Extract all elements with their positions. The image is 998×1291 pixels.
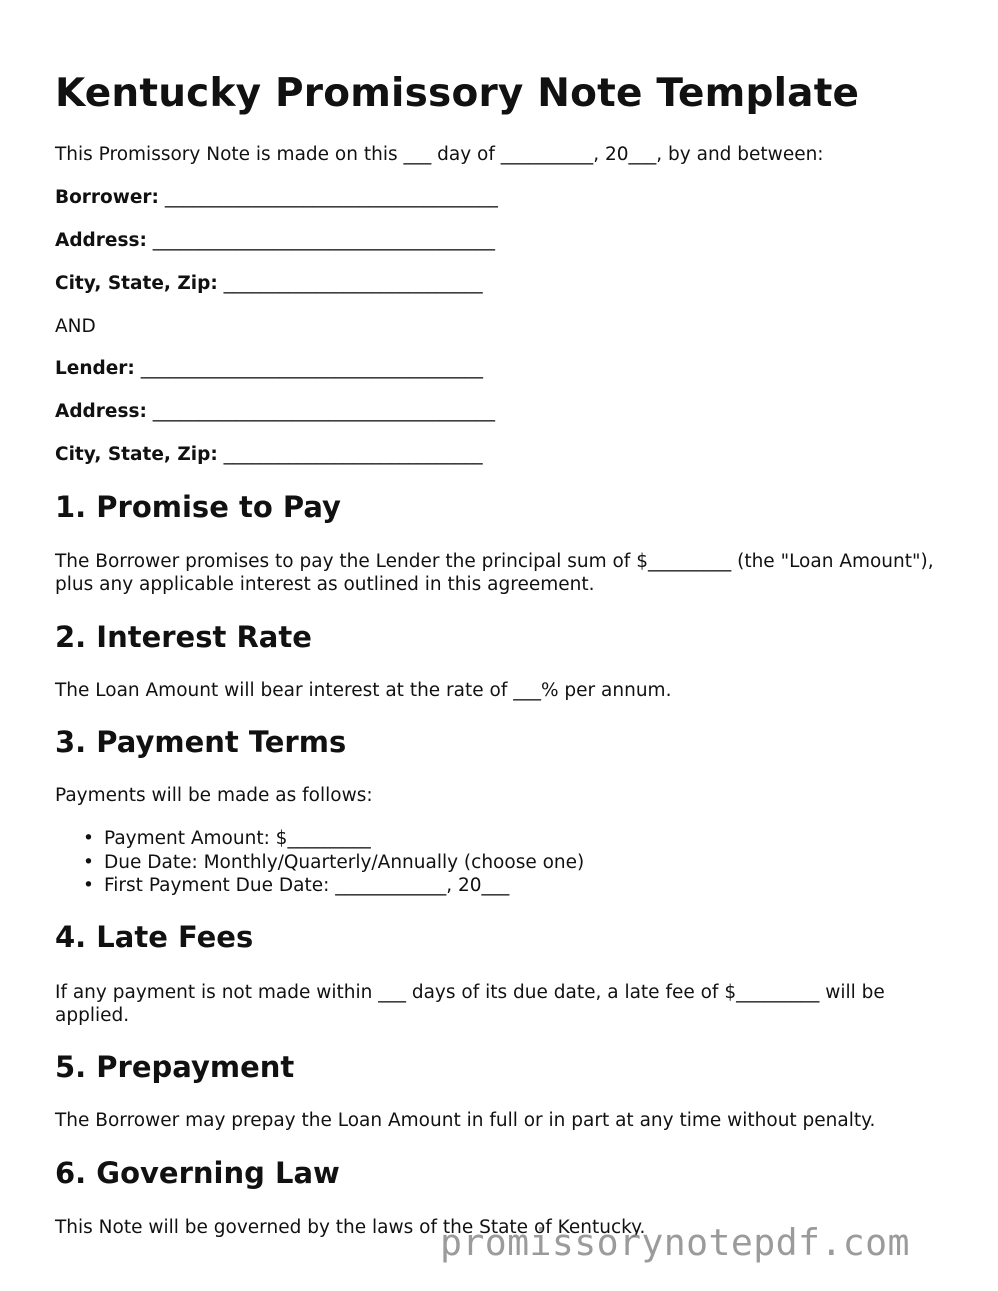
- section-text-late-fees: If any payment is not made within ___ days of its due date, a late fee of $_________ will be applied.: [55, 982, 885, 1026]
- list-item: • First Payment Due Date: ____________, 20___: [83, 875, 510, 896]
- borrower-name-label: Borrower:: [55, 187, 159, 208]
- watermark: promissorynotepdf.com: [440, 1221, 910, 1264]
- lender-city-blank: ____________________________: [223, 444, 483, 465]
- payment-amount-item: Payment Amount: $_________: [104, 828, 371, 849]
- page-title: Kentucky Promissory Note Template: [55, 71, 860, 116]
- borrower-name-blank: ____________________________________: [164, 187, 498, 208]
- section-text-interest: The Loan Amount will bear interest at the rate of ___% per annum.: [55, 680, 672, 701]
- section-heading-governing-law: 6. Governing Law: [55, 1156, 340, 1190]
- section-text-promise: The Borrower promises to pay the Lender the principal sum of $_________ (the "Loan Amount"), plus any applicable interest as outlined in this agreement.: [55, 551, 934, 595]
- lender-city-label: City, State, Zip:: [55, 444, 218, 465]
- lender-city-line: [55, 443, 483, 467]
- lender-address-blank: _____________________________________: [152, 401, 496, 422]
- borrower-name-line: [55, 186, 498, 210]
- payment-terms-list: [55, 827, 584, 898]
- and-separator: AND: [55, 316, 96, 337]
- due-date-item: Due Date: Monthly/Quarterly/Annually (choose one): [104, 851, 585, 873]
- lender-name-blank: _____________________________________: [140, 358, 483, 379]
- section-heading-late-fees: 4. Late Fees: [55, 920, 254, 954]
- lender-name-line: [55, 357, 483, 381]
- lender-name-label: Lender:: [55, 358, 135, 379]
- list-item: • Due Date: Monthly/Quarterly/Annually (choose one): [83, 851, 585, 873]
- first-payment-item: First Payment Due Date: ____________, 20___: [104, 875, 510, 896]
- lender-address-label: Address:: [55, 401, 147, 422]
- section-heading-promise: 1. Promise to Pay: [55, 490, 341, 524]
- section-text-payment: Payments will be made as follows:: [55, 785, 373, 806]
- borrower-address-blank: _____________________________________: [152, 230, 496, 251]
- borrower-city-label: City, State, Zip:: [55, 273, 218, 294]
- borrower-address-line: [55, 229, 495, 253]
- intro-line: This Promissory Note is made on this ___ day of __________, 20___, by and between:: [55, 144, 824, 165]
- section-heading-payment: 3. Payment Terms: [55, 725, 347, 759]
- section-text-prepayment: The Borrower may prepay the Loan Amount in full or in part at any time without penalty.: [55, 1110, 876, 1131]
- section-text-governing-law: This Note will be governed by the laws of the State of Kentucky.: [55, 1217, 646, 1238]
- section-heading-prepayment: 5. Prepayment: [55, 1050, 295, 1084]
- borrower-city-line: [55, 272, 483, 296]
- borrower-city-blank: ____________________________: [223, 273, 483, 294]
- borrower-address-label: Address:: [55, 230, 147, 251]
- section-heading-interest: 2. Interest Rate: [55, 620, 312, 654]
- list-item: • Payment Amount: $_________: [83, 828, 371, 849]
- lender-address-line: [55, 400, 495, 424]
